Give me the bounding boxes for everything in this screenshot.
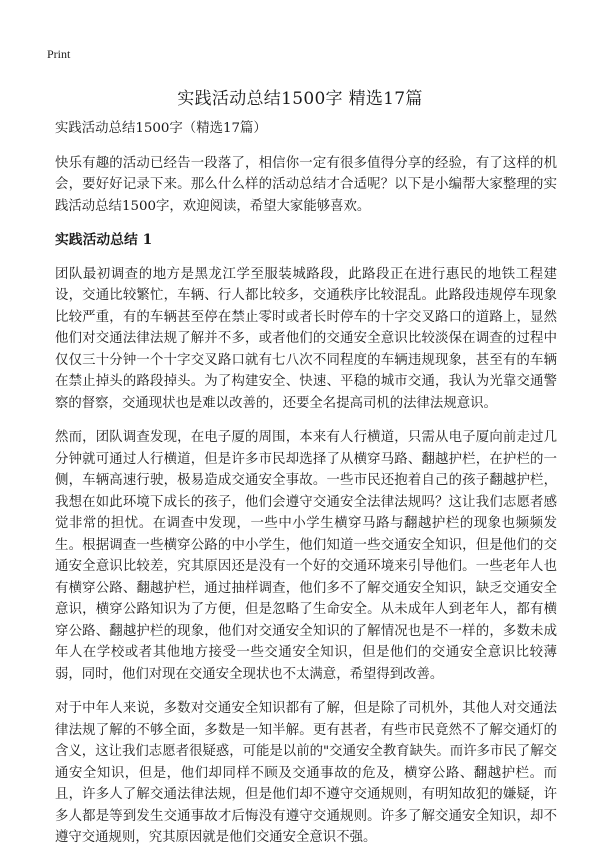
section-paragraph-2: 然而，团队调查发现，在电子厦的周围，本来有人行横道，只需从电子厦向前走过几分钟就可通过人行横道，但是许多市民却选择了从横穿马路、翻越护栏，在护栏的一侧，车辆高速行驶，极易造成交通安全事故。一些市民还抱着自己的孩子翻越护栏，我想在如此环境下成长的孩子，他们会遵守交通安全法律法规吗？这让我们志愿者感觉非常的担忧。在调查中发现，一些中小学生横穿马路与翻越护栏的现象也频频发生。根据调查一些横穿公路的中小学生，他们知道一些交通安全知识，但是他们的交通安全意识比较差，究其原因还是没有一个好的交通环境来引导他们。一些老年人也有横穿公路、翻越护栏，通过抽样调查，他们多不了解交通安全知识，缺乏交通安全意识，横穿公路知识为了方便，但是忽略了生命安全。从未成年人到老年人，都有横穿公路、翻越护栏的现象，他们对交通安全知识的了解情况也是不一样的，多数未成年人在学校或者其他地方接受一些交通安全知识，但是他们的交通安全意识比较薄弱，同时，他们对现在交通安全现状也不太满意，希望得到改善。	[55, 430, 557, 682]
page-title: 实践活动总结1500字 精选17篇	[177, 89, 423, 109]
section-paragraph-1: 团队最初调查的地方是黑龙江学至服装城路段，此路段正在进行惠民的地铁工程建设，交通比较繁忙，车辆、行人都比较多，交通秩序比较混乱。此路段违规停车现象比较严重，有的车辆甚至停在禁止零时或者长时停车的十字交叉路口的道路上，显然他们对交通法律法规了解并不多，或者他们的交通安全意识比较淡保在调查的过程中仅仅三十分钟一个十字交叉路口就有七八次不同程度的车辆违规现象，甚至有的车辆在禁止掉头的路段掉头。为了构建安全、快速、平稳的城市交通，我认为光靠交通警察的督察，交通现状也是难以改善的，还要全名提高司机的法律法规意识。	[55, 266, 557, 411]
section-paragraph-3: 对于中年人来说，多数对交通安全知识都有了解，但是除了司机外，其他人对交通法律法规了解的不够全面，多数是一知半解。更有甚者，有些市民竟然不了解交通灯的含义，这让我们志愿者很疑惑，可能是以前的"交通安全教育缺失。而许多市民了解交通安全知识，但是，他们却同样不顾及交通事故的危及，横穿公路、翻越护栏。而且，许多人了解交通法律法规，但是他们却不遵守交通规则，有明知故犯的嫌疑，许多人都是等到发生交通事故才后悔没有遵守交通规则。许多了解交通安全知识，却不遵守交通规则，究其原因就是他们交通安全意识不强。	[55, 701, 557, 845]
article-subtitle: 实践活动总结1500字（精选17篇）	[55, 121, 267, 136]
section-heading: 实践活动总结 1	[55, 232, 153, 248]
intro-paragraph: 快乐有趣的活动已经告一段落了，相信你一定有很多值得分享的经验，有了这样的机会，要好好记录下来。那么什么样的活动总结才合适呢？以下是小编帮大家整理的实践活动总结1500字，欢迎阅读，希望大家能够喜欢。	[55, 155, 557, 214]
print-link[interactable]: Print	[47, 47, 71, 61]
article-body	[55, 118, 557, 862]
